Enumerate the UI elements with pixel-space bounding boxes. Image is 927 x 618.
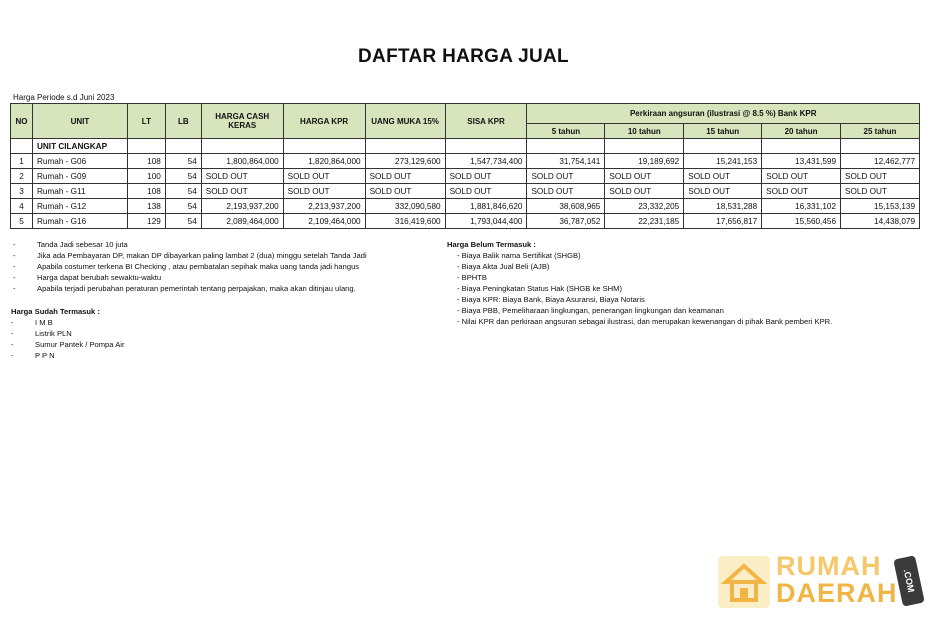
section-row bbox=[11, 139, 920, 154]
list-item: - Nilai KPR dan perkiraan angsuran sebagai ilustrasi, dan merupakan kewenangan di pihak Bank pemberi KPR. bbox=[457, 317, 833, 326]
list-item: - Jika ada Pembayaran DP, makan DP dibayarkan paling lambat 2 (dua) minggu setelah Tanda Jadi bbox=[13, 251, 367, 260]
cell-t15: SOLD OUT bbox=[684, 169, 762, 184]
cell-lb: 54 bbox=[165, 199, 201, 214]
cell-cash: SOLD OUT bbox=[201, 184, 283, 199]
logo-suffix: .COM bbox=[893, 555, 924, 607]
header-5-years: 5 tahun bbox=[527, 124, 605, 139]
cell-sisa: 1,881,846,620 bbox=[445, 199, 527, 214]
cell-t5: 31,754,141 bbox=[527, 154, 605, 169]
cell-kpr: 2,109,464,000 bbox=[283, 214, 365, 229]
cell-lb: 54 bbox=[165, 154, 201, 169]
cell-kpr: SOLD OUT bbox=[283, 184, 365, 199]
cell-t10: 19,189,692 bbox=[605, 154, 684, 169]
list-item: - I M B bbox=[11, 318, 53, 327]
cell-sisa: SOLD OUT bbox=[445, 169, 527, 184]
cell-kpr: 2,213,937,200 bbox=[283, 199, 365, 214]
table-row bbox=[11, 184, 920, 199]
watermark-logo bbox=[718, 553, 918, 609]
table-row bbox=[11, 154, 920, 169]
cell-dp: SOLD OUT bbox=[365, 184, 445, 199]
cell-sisa: 1,547,734,400 bbox=[445, 154, 527, 169]
cell-lb: 54 bbox=[165, 169, 201, 184]
logo-line2: DAERAH bbox=[776, 578, 898, 608]
cell-lt: 129 bbox=[127, 214, 165, 229]
cell-lt: 108 bbox=[127, 154, 165, 169]
cell-unit: Rumah - G16 bbox=[32, 214, 127, 229]
table-row bbox=[11, 169, 920, 184]
cell-cash: SOLD OUT bbox=[201, 169, 283, 184]
cell-t10: SOLD OUT bbox=[605, 169, 684, 184]
cell-no: 4 bbox=[11, 199, 33, 214]
cell-t20: 13,431,599 bbox=[762, 154, 841, 169]
header-cash-price: HARGA CASH KERAS bbox=[201, 104, 283, 139]
cell-t20: 15,560,456 bbox=[762, 214, 841, 229]
header-remaining-kpr: SISA KPR bbox=[445, 104, 527, 139]
header-unit: UNIT bbox=[32, 104, 127, 139]
cell-lb: 54 bbox=[165, 214, 201, 229]
header-10-years: 10 tahun bbox=[605, 124, 684, 139]
cell-t25: SOLD OUT bbox=[841, 184, 920, 199]
cell-kpr: SOLD OUT bbox=[283, 169, 365, 184]
section-label: UNIT CILANGKAP bbox=[32, 139, 127, 154]
page-title: DAFTAR HARGA JUAL bbox=[358, 46, 569, 67]
cell-sisa: SOLD OUT bbox=[445, 184, 527, 199]
table-row bbox=[11, 214, 920, 229]
cell-unit: Rumah - G06 bbox=[32, 154, 127, 169]
cell-dp: 273,129,600 bbox=[365, 154, 445, 169]
header-25-years: 25 tahun bbox=[841, 124, 920, 139]
list-item: - BPHTB bbox=[457, 273, 487, 282]
cell-lb: 54 bbox=[165, 184, 201, 199]
cell-lt: 138 bbox=[127, 199, 165, 214]
cell-lt: 100 bbox=[127, 169, 165, 184]
excluded-title: Harga Belum Termasuk : bbox=[447, 240, 536, 249]
cell-sisa: 1,793,044,400 bbox=[445, 214, 527, 229]
included-title: Harga Sudah Termasuk : bbox=[11, 307, 100, 316]
cell-t10: 23,332,205 bbox=[605, 199, 684, 214]
header-lt: LT bbox=[127, 104, 165, 139]
header-down-payment: UANG MUKA 15% bbox=[365, 104, 445, 139]
cell-no: 2 bbox=[11, 169, 33, 184]
list-item: - Biaya PBB, Pemeliharaan lingkungan, penerangan lingkungan dan keamanan bbox=[457, 306, 724, 315]
cell-unit: Rumah - G09 bbox=[32, 169, 127, 184]
included-list bbox=[11, 306, 311, 361]
price-period: Harga Periode s.d Juni 2023 bbox=[13, 93, 115, 102]
list-item: - Biaya Peningkatan Status Hak (SHGB ke SHM) bbox=[457, 284, 623, 293]
cell-t5: 38,608,965 bbox=[527, 199, 605, 214]
cell-cash: 2,089,464,000 bbox=[201, 214, 283, 229]
cell-t15: 17,656,817 bbox=[684, 214, 762, 229]
cell-dp: 316,419,600 bbox=[365, 214, 445, 229]
cell-t15: 18,531,288 bbox=[684, 199, 762, 214]
cell-unit: Rumah - G12 bbox=[32, 199, 127, 214]
header-no: NO bbox=[11, 104, 33, 139]
cell-t25: 14,438,079 bbox=[841, 214, 920, 229]
list-item: - Biaya Akta Jual Beli (AJB) bbox=[457, 262, 550, 271]
cell-t25: 15,153,139 bbox=[841, 199, 920, 214]
cell-t5: 36,787,052 bbox=[527, 214, 605, 229]
excluded-list bbox=[447, 239, 907, 327]
cell-t5: SOLD OUT bbox=[527, 184, 605, 199]
cell-t25: SOLD OUT bbox=[841, 169, 920, 184]
list-item: - Tanda Jadi sebesar 10 juta bbox=[13, 240, 128, 249]
logo-line1: RUMAH bbox=[776, 551, 882, 581]
cell-dp: SOLD OUT bbox=[365, 169, 445, 184]
cell-t15: SOLD OUT bbox=[684, 184, 762, 199]
list-item: - Apabila terjadi perubahan peraturan pemerintah tentang perpajakan, maka akan ditinjau ulang. bbox=[13, 284, 356, 293]
list-item: - Sumur Pantek / Pompa Air bbox=[11, 340, 125, 349]
table-row bbox=[11, 199, 920, 214]
list-item: - Listrik PLN bbox=[11, 329, 72, 338]
house-icon bbox=[718, 556, 770, 608]
cell-dp: 332,090,580 bbox=[365, 199, 445, 214]
cell-unit: Rumah - G11 bbox=[32, 184, 127, 199]
cell-t25: 12,462,777 bbox=[841, 154, 920, 169]
cell-t20: SOLD OUT bbox=[762, 184, 841, 199]
header-15-years: 15 tahun bbox=[684, 124, 762, 139]
cell-t15: 15,241,153 bbox=[684, 154, 762, 169]
cell-cash: 1,800,864,000 bbox=[201, 154, 283, 169]
cell-t10: 22,231,185 bbox=[605, 214, 684, 229]
header-20-years: 20 tahun bbox=[762, 124, 841, 139]
header-kpr-price: HARGA KPR bbox=[283, 104, 365, 139]
cell-t5: SOLD OUT bbox=[527, 169, 605, 184]
list-item: - Biaya Balik nama Sertifikat (SHGB) bbox=[457, 251, 581, 260]
cell-t20: 16,331,102 bbox=[762, 199, 841, 214]
cell-no: 1 bbox=[11, 154, 33, 169]
list-item: - Harga dapat berubah sewaktu-waktu bbox=[13, 273, 162, 282]
cell-lt: 108 bbox=[127, 184, 165, 199]
list-item: - Apabila costumer terkena BI Checking , atau pembatalan sepihak maka uang tanda jadi hangus bbox=[13, 262, 360, 271]
cell-cash: 2,193,937,200 bbox=[201, 199, 283, 214]
cell-t20: SOLD OUT bbox=[762, 169, 841, 184]
header-installment: Perkiraan angsuran (ilustrasi @ 8.5 %) Bank KPR bbox=[527, 104, 920, 124]
terms-list bbox=[13, 239, 433, 294]
price-table bbox=[10, 103, 920, 229]
list-item: - Biaya KPR: Biaya Bank, Biaya Asuransi, Biaya Notaris bbox=[457, 295, 645, 304]
header-lb: LB bbox=[165, 104, 201, 139]
cell-no: 3 bbox=[11, 184, 33, 199]
cell-kpr: 1,820,864,000 bbox=[283, 154, 365, 169]
cell-t10: SOLD OUT bbox=[605, 184, 684, 199]
list-item: - P P N bbox=[11, 351, 55, 360]
cell-no: 5 bbox=[11, 214, 33, 229]
